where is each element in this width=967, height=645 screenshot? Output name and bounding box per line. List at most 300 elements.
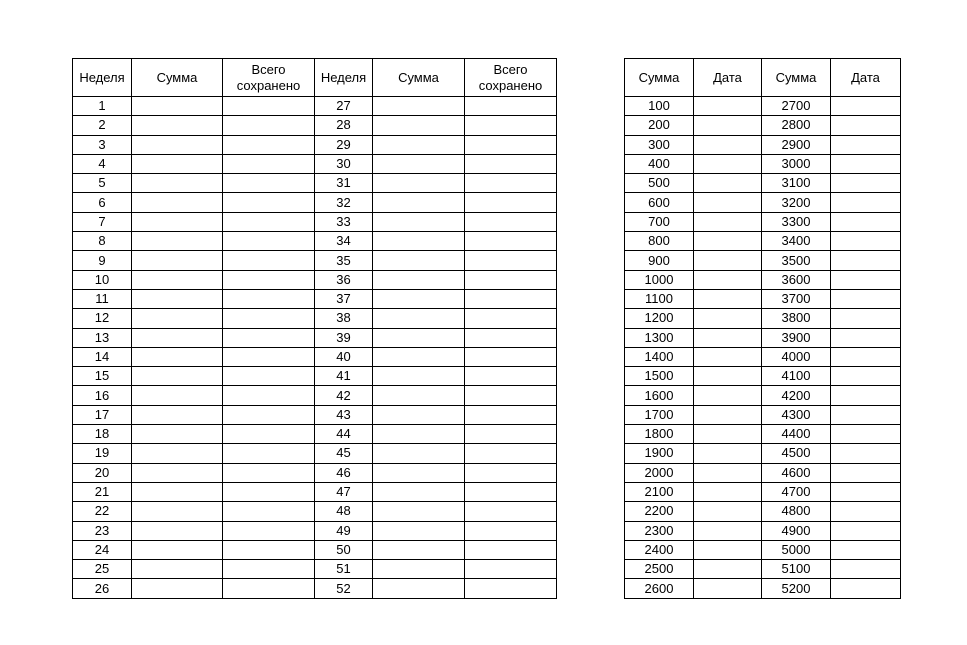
date-entry-cell[interactable]: [694, 135, 762, 154]
date-entry-cell[interactable]: [694, 347, 762, 366]
total-saved-entry-cell[interactable]: [223, 405, 315, 424]
amount-value-cell: 1000: [625, 270, 694, 289]
amount-value-cell: 3800: [762, 309, 831, 328]
week-number-cell: 27: [315, 97, 373, 116]
amount-value-cell: 3100: [762, 174, 831, 193]
amount-value-cell: 3900: [762, 328, 831, 347]
total-saved-entry-cell[interactable]: [223, 328, 315, 347]
amount-entry-cell[interactable]: [132, 270, 223, 289]
table-row: [73, 174, 557, 193]
date-entry-cell[interactable]: [831, 193, 901, 212]
total-saved-entry-cell[interactable]: [223, 482, 315, 501]
total-saved-entry-cell[interactable]: [223, 309, 315, 328]
date-entry-cell[interactable]: [694, 405, 762, 424]
amount-value-cell: 800: [625, 232, 694, 251]
table-row: [625, 560, 901, 579]
total-saved-entry-cell[interactable]: [465, 212, 557, 231]
week-number-cell: 45: [315, 444, 373, 463]
amount-entry-cell[interactable]: [373, 405, 465, 424]
total-saved-entry-cell[interactable]: [465, 328, 557, 347]
total-saved-entry-cell[interactable]: [465, 116, 557, 135]
amount-value-cell: 3500: [762, 251, 831, 270]
total-saved-entry-cell[interactable]: [465, 289, 557, 308]
date-entry-cell[interactable]: [831, 367, 901, 386]
week-number-cell: 9: [73, 251, 132, 270]
total-saved-entry-cell[interactable]: [465, 135, 557, 154]
total-saved-entry-cell[interactable]: [223, 97, 315, 116]
date-entry-cell[interactable]: [831, 232, 901, 251]
date-entry-cell[interactable]: [831, 579, 901, 598]
amount-value-cell: 1300: [625, 328, 694, 347]
amount-value-cell: 4100: [762, 367, 831, 386]
table-row: [73, 521, 557, 540]
total-saved-entry-cell[interactable]: [223, 289, 315, 308]
week-number-cell: 35: [315, 251, 373, 270]
date-entry-cell[interactable]: [831, 347, 901, 366]
table-row: [73, 405, 557, 424]
amount-entry-cell[interactable]: [132, 154, 223, 173]
total-saved-entry-cell[interactable]: [223, 560, 315, 579]
amount-entry-cell[interactable]: [132, 367, 223, 386]
table-header-row: [73, 59, 557, 97]
amount-value-cell: 4600: [762, 463, 831, 482]
total-saved-entry-cell[interactable]: [223, 521, 315, 540]
total-saved-entry-cell[interactable]: [465, 309, 557, 328]
table-row: [625, 174, 901, 193]
total-saved-entry-cell[interactable]: [223, 502, 315, 521]
amount-entry-cell[interactable]: [373, 193, 465, 212]
amount-value-cell: 2200: [625, 502, 694, 521]
amount-entry-cell[interactable]: [373, 367, 465, 386]
total-saved-entry-cell[interactable]: [465, 270, 557, 289]
table-header-row: [625, 59, 901, 97]
date-entry-cell[interactable]: [831, 502, 901, 521]
column-header-week: Неделя: [73, 59, 132, 97]
date-entry-cell[interactable]: [831, 289, 901, 308]
week-number-cell: 42: [315, 386, 373, 405]
total-saved-entry-cell[interactable]: [223, 116, 315, 135]
table-row: [625, 482, 901, 501]
date-entry-cell[interactable]: [694, 463, 762, 482]
date-entry-cell[interactable]: [831, 309, 901, 328]
total-saved-entry-cell[interactable]: [465, 174, 557, 193]
table-row: [625, 309, 901, 328]
week-number-cell: 18: [73, 425, 132, 444]
total-saved-entry-cell[interactable]: [223, 174, 315, 193]
table-row: [625, 116, 901, 135]
column-header-week: Неделя: [315, 59, 373, 97]
date-entry-cell[interactable]: [694, 97, 762, 116]
table-row: [625, 154, 901, 173]
amount-entry-cell[interactable]: [373, 328, 465, 347]
total-saved-entry-cell[interactable]: [465, 560, 557, 579]
total-saved-entry-cell[interactable]: [223, 444, 315, 463]
week-number-cell: 52: [315, 579, 373, 598]
table-row: [73, 367, 557, 386]
amount-value-cell: 1100: [625, 289, 694, 308]
amount-value-cell: 3700: [762, 289, 831, 308]
total-saved-entry-cell[interactable]: [465, 425, 557, 444]
amount-value-cell: 4800: [762, 502, 831, 521]
total-saved-entry-cell[interactable]: [223, 425, 315, 444]
week-number-cell: 14: [73, 347, 132, 366]
amount-value-cell: 200: [625, 116, 694, 135]
amount-value-cell: 2000: [625, 463, 694, 482]
total-saved-entry-cell[interactable]: [465, 521, 557, 540]
week-number-cell: 19: [73, 444, 132, 463]
table-row: [625, 270, 901, 289]
table-row: [625, 347, 901, 366]
amount-value-cell: 4400: [762, 425, 831, 444]
amount-value-cell: 700: [625, 212, 694, 231]
table-row: [625, 97, 901, 116]
date-entry-cell[interactable]: [694, 309, 762, 328]
date-entry-cell[interactable]: [694, 502, 762, 521]
week-number-cell: 8: [73, 232, 132, 251]
week-number-cell: 39: [315, 328, 373, 347]
total-saved-entry-cell[interactable]: [465, 579, 557, 598]
amount-value-cell: 600: [625, 193, 694, 212]
amount-entry-cell[interactable]: [132, 444, 223, 463]
date-entry-cell[interactable]: [694, 521, 762, 540]
week-number-cell: 32: [315, 193, 373, 212]
table-row: [73, 502, 557, 521]
table-row: [625, 386, 901, 405]
amount-entry-cell[interactable]: [132, 232, 223, 251]
column-header-amount: Сумма: [373, 59, 465, 97]
amount-entry-cell[interactable]: [373, 579, 465, 598]
amount-entry-cell[interactable]: [132, 174, 223, 193]
week-number-cell: 49: [315, 521, 373, 540]
table-row: [73, 309, 557, 328]
amount-entry-cell[interactable]: [132, 251, 223, 270]
total-saved-entry-cell[interactable]: [465, 502, 557, 521]
week-number-cell: 17: [73, 405, 132, 424]
total-saved-entry-cell[interactable]: [465, 540, 557, 559]
amount-entry-cell[interactable]: [373, 97, 465, 116]
total-saved-entry-cell[interactable]: [465, 386, 557, 405]
amount-entry-cell[interactable]: [373, 154, 465, 173]
amount-value-cell: 1800: [625, 425, 694, 444]
week-number-cell: 41: [315, 367, 373, 386]
date-entry-cell[interactable]: [831, 270, 901, 289]
date-entry-cell[interactable]: [831, 328, 901, 347]
table-row: [625, 135, 901, 154]
amount-value-cell: 1400: [625, 347, 694, 366]
table-row: [625, 579, 901, 598]
amount-entry-cell[interactable]: [132, 289, 223, 308]
date-entry-cell[interactable]: [831, 405, 901, 424]
table-row: [73, 97, 557, 116]
table-row: [73, 251, 557, 270]
week-number-cell: 12: [73, 309, 132, 328]
table-row: [73, 540, 557, 559]
amount-value-cell: 2900: [762, 135, 831, 154]
amount-entry-cell[interactable]: [373, 232, 465, 251]
total-saved-entry-cell[interactable]: [465, 482, 557, 501]
date-entry-cell[interactable]: [831, 482, 901, 501]
amount-value-cell: 1900: [625, 444, 694, 463]
total-saved-entry-cell[interactable]: [223, 367, 315, 386]
week-number-cell: 16: [73, 386, 132, 405]
amount-entry-cell[interactable]: [132, 97, 223, 116]
total-saved-entry-cell[interactable]: [223, 386, 315, 405]
amount-entry-cell[interactable]: [373, 270, 465, 289]
amount-entry-cell[interactable]: [373, 425, 465, 444]
total-saved-entry-cell[interactable]: [223, 154, 315, 173]
column-header-amount: Сумма: [625, 59, 694, 97]
week-number-cell: 46: [315, 463, 373, 482]
total-saved-entry-cell[interactable]: [223, 251, 315, 270]
amount-value-cell: 500: [625, 174, 694, 193]
total-saved-entry-cell[interactable]: [223, 347, 315, 366]
date-entry-cell[interactable]: [694, 154, 762, 173]
table-row: [73, 444, 557, 463]
table-row: [73, 328, 557, 347]
amount-entry-cell[interactable]: [373, 289, 465, 308]
total-saved-entry-cell[interactable]: [223, 232, 315, 251]
date-entry-cell[interactable]: [831, 463, 901, 482]
date-entry-cell[interactable]: [831, 521, 901, 540]
total-saved-entry-cell[interactable]: [465, 232, 557, 251]
total-saved-entry-cell[interactable]: [465, 367, 557, 386]
week-number-cell: 26: [73, 579, 132, 598]
total-saved-entry-cell[interactable]: [223, 212, 315, 231]
column-header-amount: Сумма: [762, 59, 831, 97]
total-saved-entry-cell[interactable]: [223, 579, 315, 598]
date-entry-cell[interactable]: [831, 386, 901, 405]
amount-entry-cell[interactable]: [132, 116, 223, 135]
week-number-cell: 40: [315, 347, 373, 366]
amount-entry-cell[interactable]: [373, 502, 465, 521]
total-saved-entry-cell[interactable]: [223, 135, 315, 154]
week-number-cell: 15: [73, 367, 132, 386]
amount-entry-cell[interactable]: [373, 135, 465, 154]
date-entry-cell[interactable]: [694, 386, 762, 405]
amount-entry-cell[interactable]: [132, 463, 223, 482]
table-row: [625, 251, 901, 270]
total-saved-entry-cell[interactable]: [465, 444, 557, 463]
amount-entry-cell[interactable]: [373, 482, 465, 501]
week-number-cell: 13: [73, 328, 132, 347]
table-row: [625, 521, 901, 540]
amount-entry-cell[interactable]: [132, 579, 223, 598]
week-number-cell: 3: [73, 135, 132, 154]
amount-entry-cell[interactable]: [373, 174, 465, 193]
total-saved-entry-cell[interactable]: [223, 540, 315, 559]
date-entry-cell[interactable]: [831, 135, 901, 154]
week-number-cell: 43: [315, 405, 373, 424]
total-saved-entry-cell[interactable]: [223, 463, 315, 482]
amount-entry-cell[interactable]: [132, 193, 223, 212]
amount-entry-cell[interactable]: [132, 309, 223, 328]
amount-entry-cell[interactable]: [132, 328, 223, 347]
date-entry-cell[interactable]: [694, 289, 762, 308]
week-number-cell: 31: [315, 174, 373, 193]
table-row: [73, 463, 557, 482]
amount-entry-cell[interactable]: [373, 386, 465, 405]
table-row: [73, 386, 557, 405]
week-number-cell: 21: [73, 482, 132, 501]
date-entry-cell[interactable]: [831, 251, 901, 270]
amount-value-cell: 4500: [762, 444, 831, 463]
amount-entry-cell[interactable]: [132, 502, 223, 521]
amount-value-cell: 4000: [762, 347, 831, 366]
amount-value-cell: 400: [625, 154, 694, 173]
date-entry-cell[interactable]: [694, 232, 762, 251]
amount-value-cell: 5100: [762, 560, 831, 579]
table-row: [73, 347, 557, 366]
table-row: [73, 482, 557, 501]
table-row: [73, 154, 557, 173]
table-row: [625, 540, 901, 559]
total-saved-entry-cell[interactable]: [465, 97, 557, 116]
date-entry-cell[interactable]: [831, 212, 901, 231]
amount-value-cell: 3600: [762, 270, 831, 289]
date-entry-cell[interactable]: [694, 425, 762, 444]
week-number-cell: 30: [315, 154, 373, 173]
column-header-date: Дата: [831, 59, 901, 97]
column-header-total-saved: Всего сохранено: [223, 59, 315, 97]
total-saved-entry-cell[interactable]: [465, 193, 557, 212]
column-header-date: Дата: [694, 59, 762, 97]
table-row: [625, 289, 901, 308]
table-row: [73, 289, 557, 308]
amount-entry-cell[interactable]: [373, 116, 465, 135]
date-entry-cell[interactable]: [831, 154, 901, 173]
total-saved-entry-cell[interactable]: [223, 193, 315, 212]
week-number-cell: 6: [73, 193, 132, 212]
date-entry-cell[interactable]: [831, 444, 901, 463]
total-saved-entry-cell[interactable]: [465, 347, 557, 366]
amount-entry-cell[interactable]: [373, 521, 465, 540]
amount-entry-cell[interactable]: [132, 135, 223, 154]
amount-value-cell: 4700: [762, 482, 831, 501]
date-entry-cell[interactable]: [694, 540, 762, 559]
date-entry-cell[interactable]: [694, 444, 762, 463]
date-entry-cell[interactable]: [694, 560, 762, 579]
amount-entry-cell[interactable]: [373, 347, 465, 366]
date-entry-cell[interactable]: [694, 367, 762, 386]
week-number-cell: 44: [315, 425, 373, 444]
amount-entry-cell[interactable]: [132, 521, 223, 540]
amount-value-cell: 300: [625, 135, 694, 154]
amount-entry-cell[interactable]: [373, 212, 465, 231]
savings-amounts-table: [624, 58, 901, 599]
amount-value-cell: 2600: [625, 579, 694, 598]
total-saved-entry-cell[interactable]: [465, 463, 557, 482]
week-number-cell: 34: [315, 232, 373, 251]
date-entry-cell[interactable]: [831, 560, 901, 579]
amount-entry-cell[interactable]: [132, 482, 223, 501]
amount-entry-cell[interactable]: [373, 463, 465, 482]
amount-value-cell: 2300: [625, 521, 694, 540]
amount-entry-cell[interactable]: [132, 540, 223, 559]
date-entry-cell[interactable]: [831, 540, 901, 559]
week-number-cell: 47: [315, 482, 373, 501]
table-row: [73, 193, 557, 212]
date-entry-cell[interactable]: [694, 328, 762, 347]
amount-entry-cell[interactable]: [132, 386, 223, 405]
amount-value-cell: 5000: [762, 540, 831, 559]
total-saved-entry-cell[interactable]: [223, 270, 315, 289]
amount-value-cell: 5200: [762, 579, 831, 598]
week-number-cell: 50: [315, 540, 373, 559]
total-saved-entry-cell[interactable]: [465, 154, 557, 173]
table-row: [625, 232, 901, 251]
table-row: [73, 116, 557, 135]
week-number-cell: 48: [315, 502, 373, 521]
date-entry-cell[interactable]: [694, 116, 762, 135]
amount-entry-cell[interactable]: [373, 560, 465, 579]
amount-entry-cell[interactable]: [132, 347, 223, 366]
weekly-savings-table: [72, 58, 557, 599]
week-number-cell: 10: [73, 270, 132, 289]
amount-value-cell: 3200: [762, 193, 831, 212]
amount-entry-cell[interactable]: [373, 309, 465, 328]
amount-entry-cell[interactable]: [373, 540, 465, 559]
week-number-cell: 33: [315, 212, 373, 231]
amount-entry-cell[interactable]: [132, 425, 223, 444]
date-entry-cell[interactable]: [694, 193, 762, 212]
date-entry-cell[interactable]: [694, 579, 762, 598]
table-row: [625, 425, 901, 444]
total-saved-entry-cell[interactable]: [465, 405, 557, 424]
amount-entry-cell[interactable]: [132, 560, 223, 579]
week-number-cell: 20: [73, 463, 132, 482]
amount-value-cell: 4300: [762, 405, 831, 424]
table-row: [625, 212, 901, 231]
date-entry-cell[interactable]: [831, 116, 901, 135]
date-entry-cell[interactable]: [694, 482, 762, 501]
amount-value-cell: 1600: [625, 386, 694, 405]
date-entry-cell[interactable]: [694, 270, 762, 289]
date-entry-cell[interactable]: [831, 174, 901, 193]
table-row: [625, 193, 901, 212]
amount-value-cell: 2400: [625, 540, 694, 559]
amount-value-cell: 900: [625, 251, 694, 270]
amount-entry-cell[interactable]: [132, 405, 223, 424]
amount-value-cell: 2500: [625, 560, 694, 579]
table-row: [73, 425, 557, 444]
amount-value-cell: 1500: [625, 367, 694, 386]
table-row: [625, 502, 901, 521]
table-row: [73, 212, 557, 231]
date-entry-cell[interactable]: [694, 174, 762, 193]
table-row: [73, 232, 557, 251]
date-entry-cell[interactable]: [831, 425, 901, 444]
amount-value-cell: 1200: [625, 309, 694, 328]
date-entry-cell[interactable]: [694, 212, 762, 231]
amount-entry-cell[interactable]: [373, 251, 465, 270]
week-number-cell: 4: [73, 154, 132, 173]
amount-entry-cell[interactable]: [132, 212, 223, 231]
table-row: [625, 328, 901, 347]
amount-entry-cell[interactable]: [373, 444, 465, 463]
amount-value-cell: 100: [625, 97, 694, 116]
week-number-cell: 37: [315, 289, 373, 308]
week-number-cell: 23: [73, 521, 132, 540]
date-entry-cell[interactable]: [694, 251, 762, 270]
total-saved-entry-cell[interactable]: [465, 251, 557, 270]
table-row: [73, 579, 557, 598]
week-number-cell: 24: [73, 540, 132, 559]
amount-value-cell: 2800: [762, 116, 831, 135]
amount-value-cell: 3000: [762, 154, 831, 173]
column-header-amount: Сумма: [132, 59, 223, 97]
week-number-cell: 38: [315, 309, 373, 328]
date-entry-cell[interactable]: [831, 97, 901, 116]
